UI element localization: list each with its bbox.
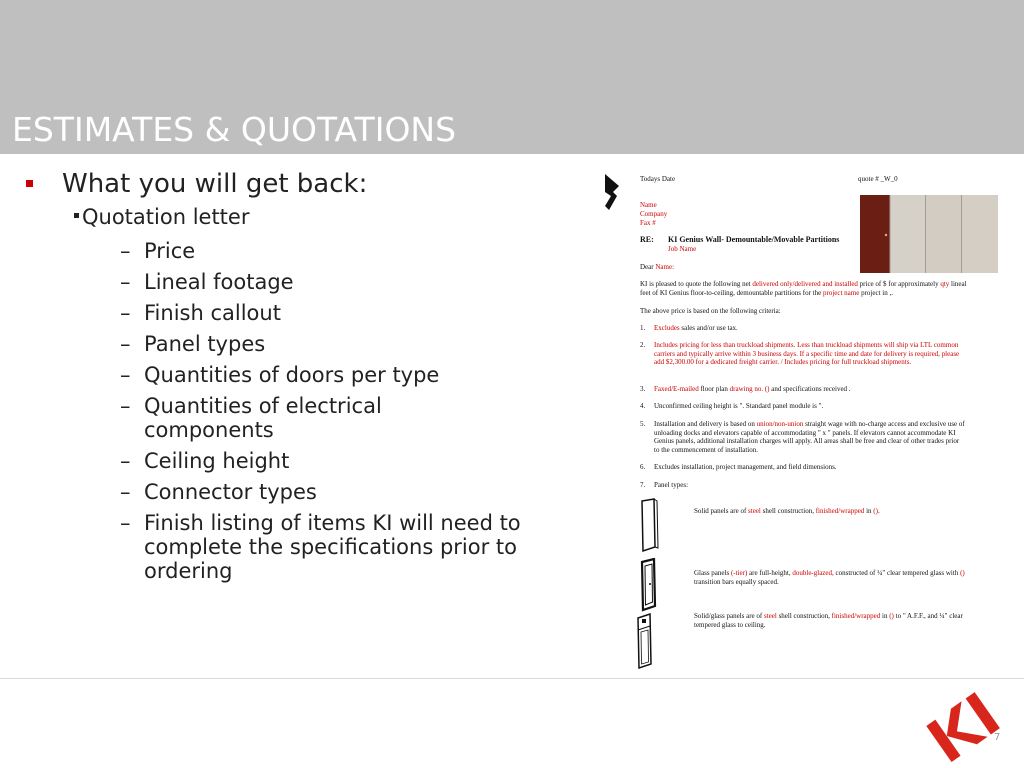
bullet-level1: What you will get back: [22,168,542,200]
criteria-6: Excludes installation, project management, and field dimensions. [654,463,837,471]
criteria-5: Installation and delivery is based on union/non-union straight wage with no-charge access and exclusive use of unloading docks and elevators capable of accommodating " x " panels. If elevators cannot accommodate KI Genius panels, additional installation charges will apply. All areas shall be free and clear of other trades prior to the commencement of installation. [654,420,965,454]
bullet-item: – Lineal footage [120,270,294,294]
ki-logo [918,682,1010,766]
letter-job-name: Job Name [668,245,697,253]
letter-date: Todays Date [640,175,676,183]
bullet-square-icon [26,180,33,187]
bullet-item: – Quantities of doors per type [120,363,440,387]
bullet-item: – Finish listing of items KI will need to complete the specifications prior to ordering [120,511,521,583]
criteria-4: Unconfirmed ceiling height is ". Standard panel module is ". [654,402,824,410]
criteria-3: Faxed/E-mailed floor plan drawing no. () and specifications received . [654,385,851,393]
criteria-number: 1. [640,324,646,332]
letter-name: Name [640,201,657,209]
footer-divider [0,678,1024,679]
panel-type-solid-glass-text: Solid/glass panels are of steel shell construction, finished/wrapped in () to " A.F.F., and ¼" clear tempered glass to ceiling. [694,612,963,629]
bullet-item: – Finish callout [120,301,281,325]
finish-swatch-image [860,195,998,273]
solid-panel-icon [638,498,660,554]
bullet-list [22,168,542,583]
criteria-number: 6. [640,463,646,471]
solid-glass-panel-icon [634,612,656,670]
letter-salutation: Dear Name: [640,263,675,271]
letter-paragraph-1: KI is pleased to quote the following net delivered only/delivered and installed price of $ for approximately qty lineal feet of KI Genius floor-to-ceiling, demountable partitions for the project name project in ,. [640,280,967,297]
slide-title: ESTIMATES & QUOTATIONS [12,110,457,149]
glass-panel-icon [638,558,660,612]
letter-fax: Fax # [640,219,656,227]
letter-re-label: RE: [640,235,654,244]
criteria-number: 2. [640,341,646,349]
letter-re-text: KI Genius Wall- Demountable/Movable Partitions [668,235,840,244]
panel-type-glass-text: Glass panels (-tier) are full-height, double-glazed, constructed of ¼" clear tempered glass with () transition bars equally spaced. [694,569,965,586]
panel-type-solid-text: Solid panels are of steel shell construction, finished/wrapped in (). [694,507,880,515]
bullet-item: – Price [120,239,196,263]
page-number: 7 [994,732,1001,743]
bullet-item: – Ceiling height [120,449,290,473]
letter-company: Company [640,210,668,218]
letter-criteria-intro: The above price is based on the following criteria: [640,307,781,315]
criteria-number: 4. [640,402,646,410]
bullet-item: – Connector types [120,480,317,504]
criteria-7: Panel types: [654,481,689,489]
criteria-number: 7. [640,481,646,489]
bullet-level2: Quotation letter [22,202,542,232]
bullet-small-square-icon [74,213,79,218]
criteria-number: 5. [640,420,646,428]
criteria-2: Includes pricing for less than truckload shipments. Less than truckload shipments will ship via LTL common carriers and typically arrive within 3 business days. If a specific time and date for delivery is required, please add $2,300.00 for a dedicated freight carrier. / Includes pricing for full truckload shipments. [654,341,960,366]
criteria-number: 3. [640,385,646,393]
bullet-item: – Panel types [120,332,266,356]
criteria-1: Excludes sales and/or use tax. [654,324,738,332]
bullet-item: – Quantities of electrical components [120,394,382,442]
letter-quote-number: quote # _W_0 [858,175,898,183]
